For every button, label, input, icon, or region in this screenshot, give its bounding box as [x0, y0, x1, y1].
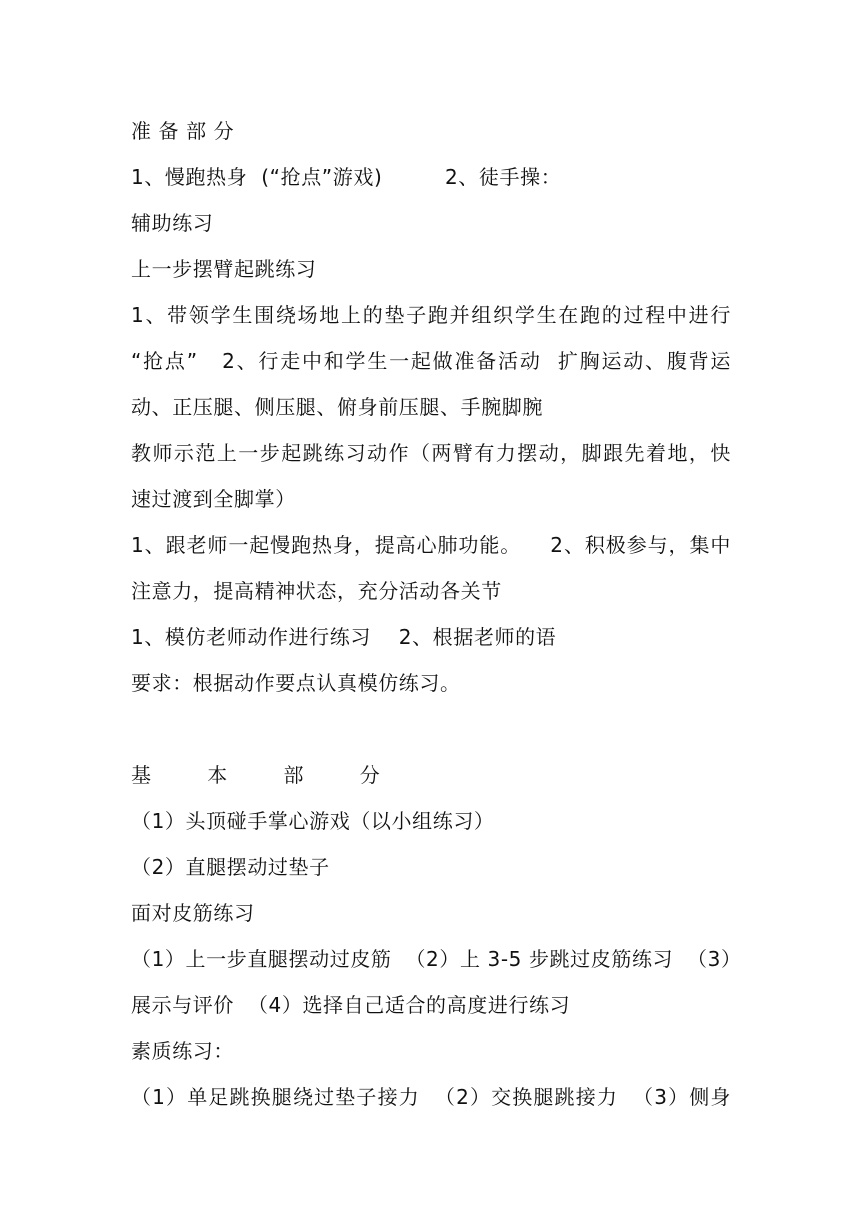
paragraph-line: 1、模仿老师动作进行练习 2、根据老师的语	[131, 625, 557, 649]
paragraph-line: 注意力，提高精神状态，充分活动各关节	[131, 579, 502, 603]
paragraph-line: （1）上一步直腿摆动过皮筋 （2）上 3-5 步跳过皮筋练习 （3）	[131, 947, 742, 971]
paragraph-line: 面对皮筋练习	[131, 901, 255, 925]
section-spacer	[131, 706, 731, 752]
paragraph-line: 教师示范上一步起跳练习动作（两臂有力摆动，脚跟先着地，快	[131, 441, 731, 465]
paragraph-line: （1）头顶碰手掌心游戏（以小组练习）	[131, 809, 495, 833]
paragraph-line: 速过渡到全脚掌）	[131, 487, 296, 511]
paragraph-line: 素质练习：	[131, 1039, 234, 1063]
document-body	[131, 108, 742, 1120]
paragraph-line: 1、带领学生围绕场地上的垫子跑并组织学生在跑的过程中进行	[131, 303, 731, 327]
paragraph-line: 1、慢跑热身 (“抢点”游戏) 2、徒手操：	[131, 165, 562, 189]
paragraph-line: “抢点” 2、行走中和学生一起做准备活动 扩胸运动、腹背运	[131, 349, 731, 373]
paragraph-line: （1）单足跳换腿绕过垫子接力 （2）交换腿跳接力 （3）侧身	[131, 1085, 731, 1109]
paragraph-line: 要求：根据动作要点认真模仿练习。	[131, 671, 461, 695]
paragraph-line: 辅助练习	[131, 211, 214, 235]
section-heading-preparation: 准 备 部 分	[131, 119, 235, 143]
paragraph-line: 上一步摆臂起跳练习	[131, 257, 317, 281]
paragraph-line: （2）直腿摆动过垫子	[131, 855, 330, 879]
paragraph-line: 展示与评价 （4）选择自己适合的高度进行练习	[131, 993, 571, 1017]
paragraph-line: 动、正压腿、侧压腿、俯身前压腿、手腕脚腕	[131, 395, 543, 419]
paragraph-line: 1、跟老师一起慢跑热身，提高心肺功能。 2、积极参与，集中	[131, 533, 731, 557]
section-heading-basic: 基 本 部 分	[131, 763, 381, 787]
